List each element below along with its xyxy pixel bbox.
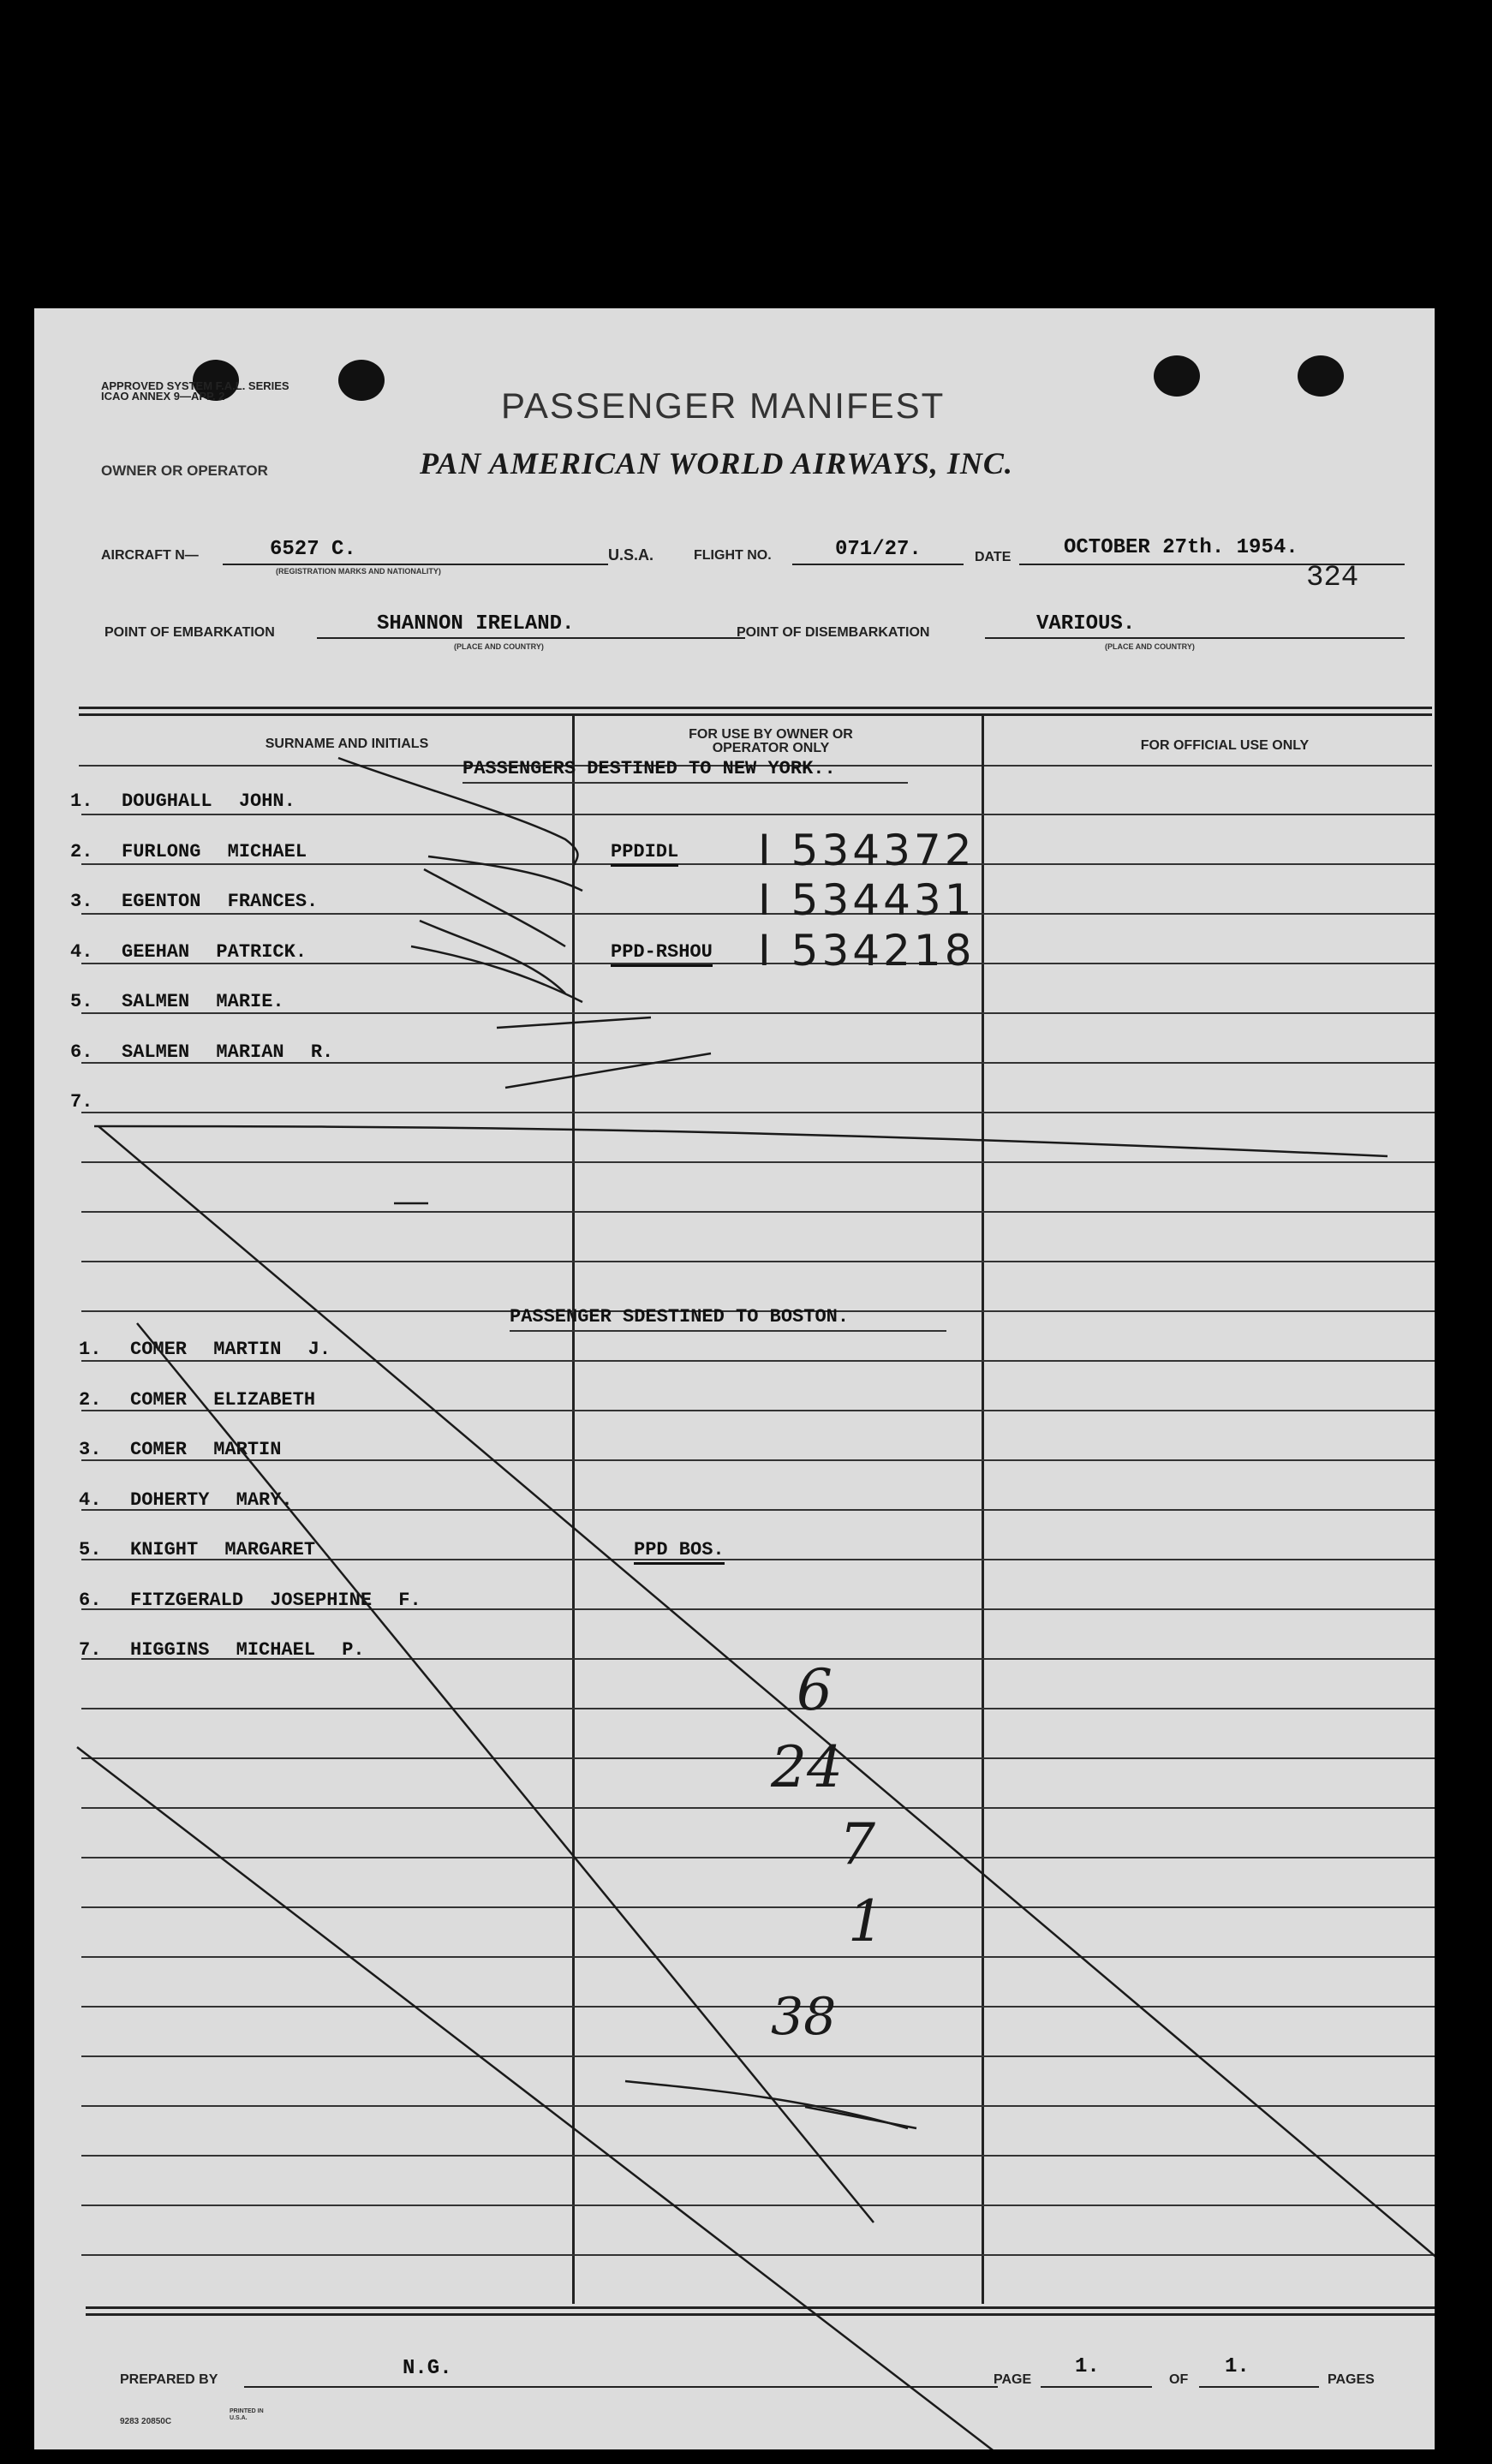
owner-note: PPD BOS. bbox=[634, 1539, 725, 1565]
group-heading: PASSENGERS DESTINED TO NEW YORK.. bbox=[463, 758, 836, 779]
embarkation-value: SHANNON IRELAND. bbox=[377, 612, 575, 635]
country-label: U.S.A. bbox=[608, 546, 654, 564]
page-label: PAGE bbox=[994, 2372, 1032, 2387]
page-stamp: 324 bbox=[1306, 562, 1359, 594]
passenger-name: FURLONG MICHAEL bbox=[122, 840, 307, 862]
form-title: PASSENGER MANIFEST bbox=[501, 385, 946, 426]
owner-note: PPDIDL bbox=[611, 841, 678, 867]
disembarkation-label: POINT OF DISEMBARKATION bbox=[737, 625, 930, 640]
row-number: 3. bbox=[79, 1439, 102, 1460]
pen-marks bbox=[34, 308, 1435, 2449]
flight-value: 071/27. bbox=[835, 538, 922, 561]
airline-name: PAN AMERICAN WORLD AIRWAYS, INC. bbox=[420, 446, 1013, 480]
column-owner-use: FOR USE BY OWNER OR OPERATOR ONLY bbox=[689, 727, 853, 755]
passenger-name: COMER ELIZABETH bbox=[130, 1388, 316, 1411]
row-number: 7. bbox=[70, 1091, 93, 1113]
date-value: OCTOBER 27th. 1954. bbox=[1064, 536, 1298, 559]
tally-number: 6 bbox=[797, 1657, 833, 1723]
owner-label: OWNER OR OPERATOR bbox=[101, 462, 268, 479]
group-heading: PASSENGER SDESTINED TO BOSTON. bbox=[510, 1306, 850, 1327]
passport-number: I 534218 bbox=[758, 925, 976, 975]
flight-label: FLIGHT NO. bbox=[694, 548, 772, 563]
passenger-name: GEEHAN PATRICK. bbox=[122, 940, 307, 963]
row-number: 4. bbox=[70, 940, 93, 963]
passenger-name: SALMEN MARIE. bbox=[122, 991, 284, 1012]
passenger-name: DOUGHALL JOHN. bbox=[122, 791, 295, 812]
disembark-place-note: (PLACE AND COUNTRY) bbox=[1105, 642, 1195, 651]
tally-number: 38 bbox=[771, 1987, 837, 2047]
passport-number: I 534431 bbox=[758, 875, 976, 925]
of-label: OF bbox=[1169, 2372, 1189, 2387]
row-number: 3. bbox=[70, 891, 93, 912]
tally-number: 1 bbox=[848, 1888, 884, 1954]
registration-note: (REGISTRATION MARKS AND NATIONALITY) bbox=[276, 567, 441, 576]
owner-note: PPD-RSHOU bbox=[611, 941, 713, 967]
disembarkation-value: VARIOUS. bbox=[1036, 612, 1136, 635]
form-number: 9283 20850C bbox=[120, 2417, 172, 2426]
column-surname: SURNAME AND INITIALS bbox=[265, 737, 429, 751]
prepared-label: PREPARED BY bbox=[120, 2372, 218, 2387]
passenger-name: EGENTON FRANCES. bbox=[122, 891, 319, 912]
row-number: 1. bbox=[70, 791, 93, 812]
row-number: 6. bbox=[70, 1041, 93, 1063]
of-value: 1. bbox=[1225, 2355, 1250, 2378]
row-number: 6. bbox=[79, 1589, 102, 1611]
passenger-name: DOHERTY MARY. bbox=[130, 1489, 293, 1511]
passenger-name: HIGGINS MICHAEL P. bbox=[130, 1639, 365, 1661]
tally-number: 7 bbox=[839, 1811, 875, 1877]
passenger-name: FITZGERALD JOSEPHINE F. bbox=[130, 1589, 421, 1611]
passport-number: I 534372 bbox=[758, 825, 976, 875]
printed-note: PRINTED IN U.S.A. bbox=[230, 2408, 264, 2421]
tally-number: 24 bbox=[771, 1734, 843, 1800]
column-official-use: FOR OFFICIAL USE ONLY bbox=[1140, 738, 1310, 753]
approval-note: APPROVED SYSTEM F.A.L. SERIES ICAO ANNEX 9—APP. 2 bbox=[101, 379, 289, 403]
prepared-value: N.G. bbox=[403, 2357, 452, 2380]
manifest-sheet bbox=[34, 308, 1435, 2449]
embark-place-note: (PLACE AND COUNTRY) bbox=[454, 642, 544, 651]
pages-label: PAGES bbox=[1328, 2372, 1375, 2387]
row-number: 1. bbox=[79, 1339, 102, 1360]
row-number: 4. bbox=[79, 1489, 102, 1511]
page-value: 1. bbox=[1075, 2355, 1100, 2378]
row-number: 2. bbox=[79, 1388, 102, 1411]
row-number: 5. bbox=[70, 991, 93, 1012]
row-number: 2. bbox=[70, 840, 93, 862]
row-number: 7. bbox=[79, 1639, 102, 1661]
embarkation-label: POINT OF EMBARKATION bbox=[104, 625, 275, 640]
date-label: DATE bbox=[975, 550, 1012, 564]
passenger-name: COMER MARTIN J. bbox=[130, 1339, 331, 1360]
passenger-name: SALMEN MARIAN R. bbox=[122, 1041, 334, 1063]
aircraft-label: AIRCRAFT N— bbox=[101, 548, 199, 563]
passenger-name: KNIGHT MARGARET bbox=[130, 1539, 316, 1560]
passenger-name: COMER MARTIN bbox=[130, 1439, 282, 1460]
row-number: 5. bbox=[79, 1539, 102, 1560]
aircraft-value: 6527 C. bbox=[270, 538, 356, 561]
